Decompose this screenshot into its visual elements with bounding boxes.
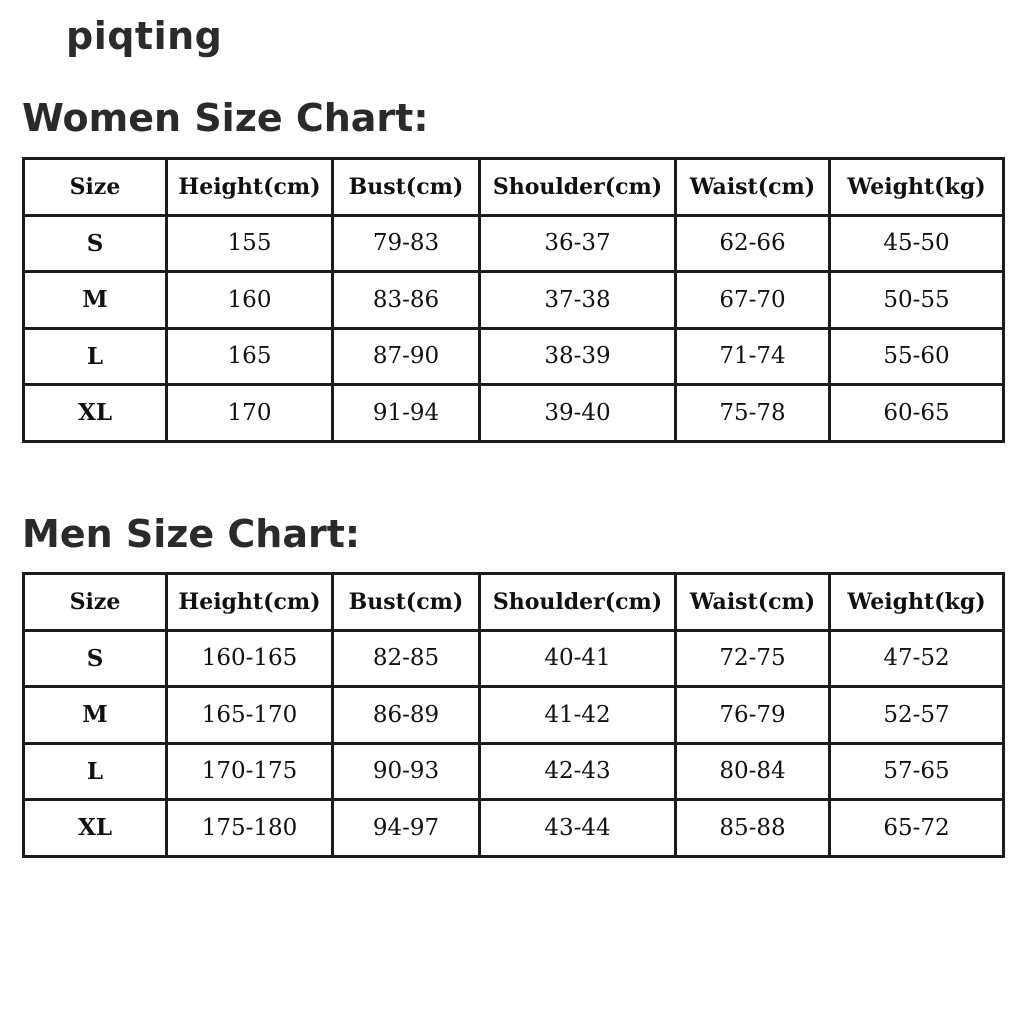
table-header-row	[24, 159, 1004, 216]
header-shoulder: Shoulder(cm)	[480, 159, 676, 216]
shoulder-cell: 41-42	[480, 687, 676, 744]
shoulder-cell: 43-44	[480, 800, 676, 857]
bust-cell: 91-94	[333, 385, 480, 442]
bust-cell: 83-86	[333, 272, 480, 329]
waist-cell: 72-75	[676, 630, 830, 687]
waist-cell: 76-79	[676, 687, 830, 744]
table-header-row	[24, 574, 1004, 631]
height-cell: 155	[167, 215, 333, 272]
waist-cell: 75-78	[676, 385, 830, 442]
table-row	[24, 687, 1004, 744]
men-size-table	[22, 572, 1005, 858]
table-row	[24, 800, 1004, 857]
waist-cell: 62-66	[676, 215, 830, 272]
size-cell: XL	[24, 800, 167, 857]
header-bust: Bust(cm)	[333, 159, 480, 216]
size-cell: S	[24, 215, 167, 272]
header-shoulder: Shoulder(cm)	[480, 574, 676, 631]
shoulder-cell: 37-38	[480, 272, 676, 329]
height-cell: 160-165	[167, 630, 333, 687]
header-bust: Bust(cm)	[333, 574, 480, 631]
table-row	[24, 743, 1004, 800]
bust-cell: 82-85	[333, 630, 480, 687]
weight-cell: 60-65	[830, 385, 1004, 442]
size-cell: L	[24, 328, 167, 385]
waist-cell: 85-88	[676, 800, 830, 857]
bust-cell: 86-89	[333, 687, 480, 744]
height-cell: 165-170	[167, 687, 333, 744]
bust-cell: 90-93	[333, 743, 480, 800]
weight-cell: 52-57	[830, 687, 1004, 744]
height-cell: 170-175	[167, 743, 333, 800]
bust-cell: 87-90	[333, 328, 480, 385]
header-height: Height(cm)	[167, 159, 333, 216]
women-size-chart-title: Women Size Chart:	[22, 96, 429, 140]
height-cell: 170	[167, 385, 333, 442]
header-size: Size	[24, 574, 167, 631]
waist-cell: 80-84	[676, 743, 830, 800]
header-height: Height(cm)	[167, 574, 333, 631]
size-cell: L	[24, 743, 167, 800]
weight-cell: 45-50	[830, 215, 1004, 272]
table-row	[24, 630, 1004, 687]
waist-cell: 67-70	[676, 272, 830, 329]
weight-cell: 65-72	[830, 800, 1004, 857]
table-row	[24, 272, 1004, 329]
height-cell: 175-180	[167, 800, 333, 857]
shoulder-cell: 42-43	[480, 743, 676, 800]
header-weight: Weight(kg)	[830, 574, 1004, 631]
height-cell: 165	[167, 328, 333, 385]
table-row	[24, 215, 1004, 272]
table-row	[24, 328, 1004, 385]
size-cell: S	[24, 630, 167, 687]
waist-cell: 71-74	[676, 328, 830, 385]
weight-cell: 55-60	[830, 328, 1004, 385]
header-waist: Waist(cm)	[676, 574, 830, 631]
header-waist: Waist(cm)	[676, 159, 830, 216]
bust-cell: 79-83	[333, 215, 480, 272]
header-weight: Weight(kg)	[830, 159, 1004, 216]
size-cell: XL	[24, 385, 167, 442]
size-cell: M	[24, 272, 167, 329]
height-cell: 160	[167, 272, 333, 329]
size-cell: M	[24, 687, 167, 744]
men-size-chart-title: Men Size Chart:	[22, 512, 361, 556]
weight-cell: 47-52	[830, 630, 1004, 687]
shoulder-cell: 38-39	[480, 328, 676, 385]
weight-cell: 50-55	[830, 272, 1004, 329]
women-size-table	[22, 157, 1005, 443]
shoulder-cell: 36-37	[480, 215, 676, 272]
watermark-text: piqting	[66, 14, 223, 58]
shoulder-cell: 40-41	[480, 630, 676, 687]
shoulder-cell: 39-40	[480, 385, 676, 442]
weight-cell: 57-65	[830, 743, 1004, 800]
bust-cell: 94-97	[333, 800, 480, 857]
header-size: Size	[24, 159, 167, 216]
table-row	[24, 385, 1004, 442]
